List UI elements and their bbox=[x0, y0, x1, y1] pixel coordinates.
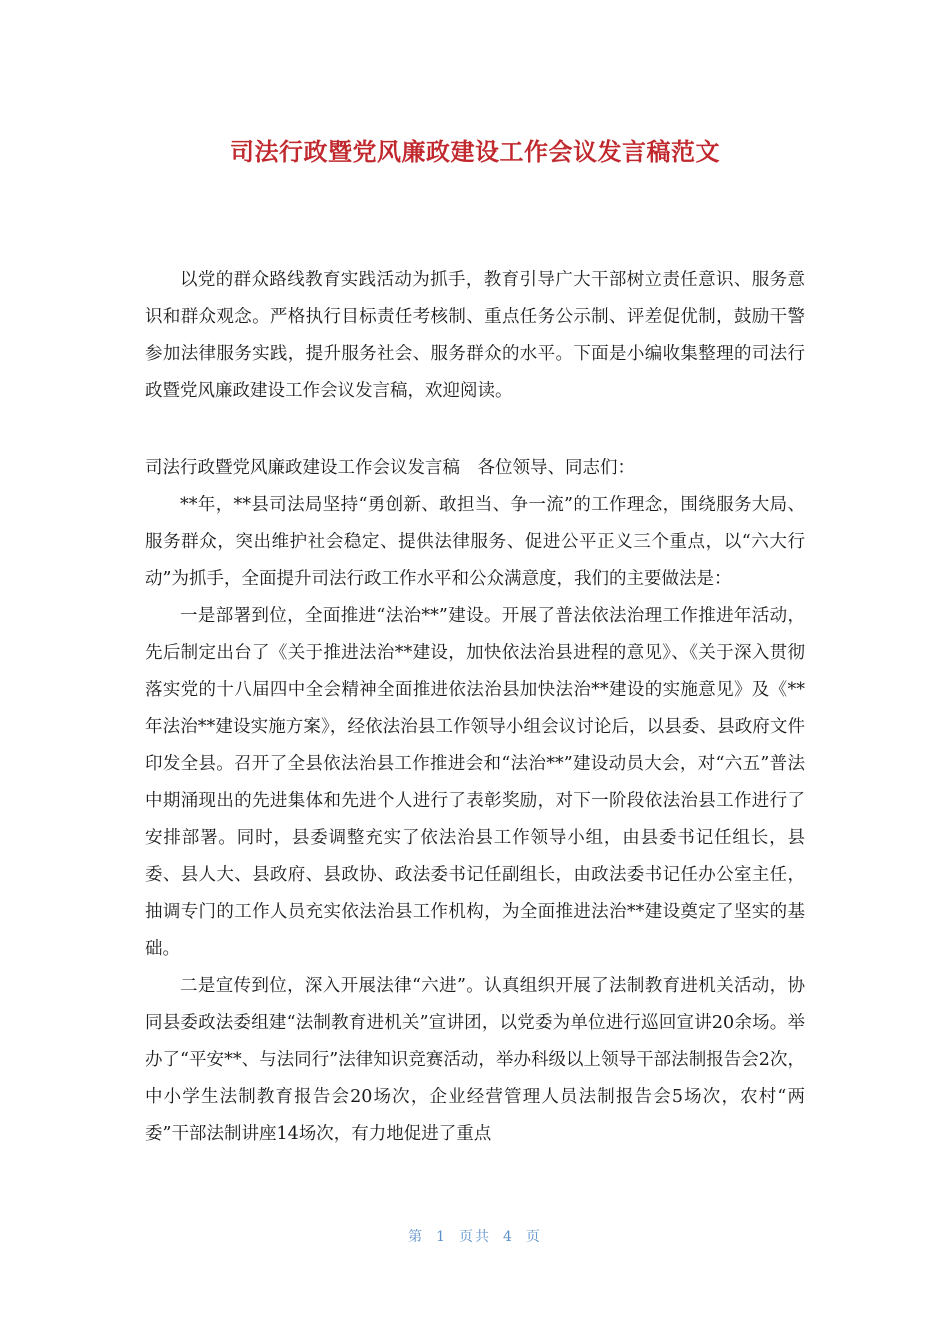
footer-label-end: 页 bbox=[525, 1229, 542, 1245]
document-title: 司法行政暨党风廉政建设工作会议发言稿范文 bbox=[230, 138, 720, 166]
body-paragraph-2: 一是部署到位，全面推进“法治**”建设。开展了普法依法治理工作推进年活动，先后制定出台了《关于推进法治**建设，加快依法治县进程的意见》、《关于深入贯彻落实党的十八届四中全会精神全面推进依法治县加快法治**建设的实施意见》及《**年法治**建设实施方案》，经依法治县工作领导小组会议讨论后，以县委、县政府文件印发全县。召开了全县依法治县工作推进会和“法治**”建设动员大会，对“六五”普法中期涌现出的先进集体和先进个人进行了表彰奖励，对下一阶段依法治县工作进行了安排部署。同时，县委调整充实了依法治县工作领导小组，由县委书记任组长，县委、县人大、县政府、县政协、政法委书记任副组长，由政法委书记任办公室主任，抽调专门的工作人员充实依法治县工作机构，为全面推进法治**建设奠定了坚实的基础。 bbox=[145, 606, 805, 959]
main-content bbox=[145, 450, 805, 1153]
salutation-paragraph: 司法行政暨党风廉政建设工作会议发言稿 各位领导、同志们： bbox=[145, 458, 635, 478]
footer-label-page: 第 bbox=[408, 1229, 425, 1245]
body-paragraph-3: 二是宣传到位，深入开展法律“六进”。认真组织开展了法制教育进机关活动，协同县委政法委组建“法制教育进机关”宣讲团，以党委为单位进行巡回宣讲20余场。举办了“平安**、与法同行”法律知识竞赛活动，举办科级以上领导干部法制报告会2次，中小学生法制教育报告会20场次，企业经营管理人员法制报告会5场次，农村“两委”干部法制讲座14场次，有力地促进了重点 bbox=[145, 976, 805, 1144]
footer-current-page: 1 bbox=[436, 1229, 447, 1245]
body-paragraph-1: **年，**县司法局坚持“勇创新、敢担当、争一流”的工作理念，围绕服务大局、服务群众，突出维护社会稳定、提供法律服务、促进公平正义三个重点，以“六大行动”为抓手，全面提升司法行政工作水平和公众满意度，我们的主要做法是： bbox=[145, 495, 805, 589]
intro-paragraph: 以党的群众路线教育实践活动为抓手，教育引导广大干部树立责任意识、服务意识和群众观念。严格执行目标责任考核制、重点任务公示制、评差促优制，鼓励干警参加法律服务实践，提升服务社会、服务群众的水平。下面是小编收集整理的司法行政暨党风廉政建设工作会议发言稿，欢迎阅读。 bbox=[145, 270, 805, 401]
footer-label-total: 页共 bbox=[459, 1229, 491, 1245]
page-footer bbox=[0, 1226, 950, 1246]
footer-total-pages: 4 bbox=[503, 1229, 514, 1245]
